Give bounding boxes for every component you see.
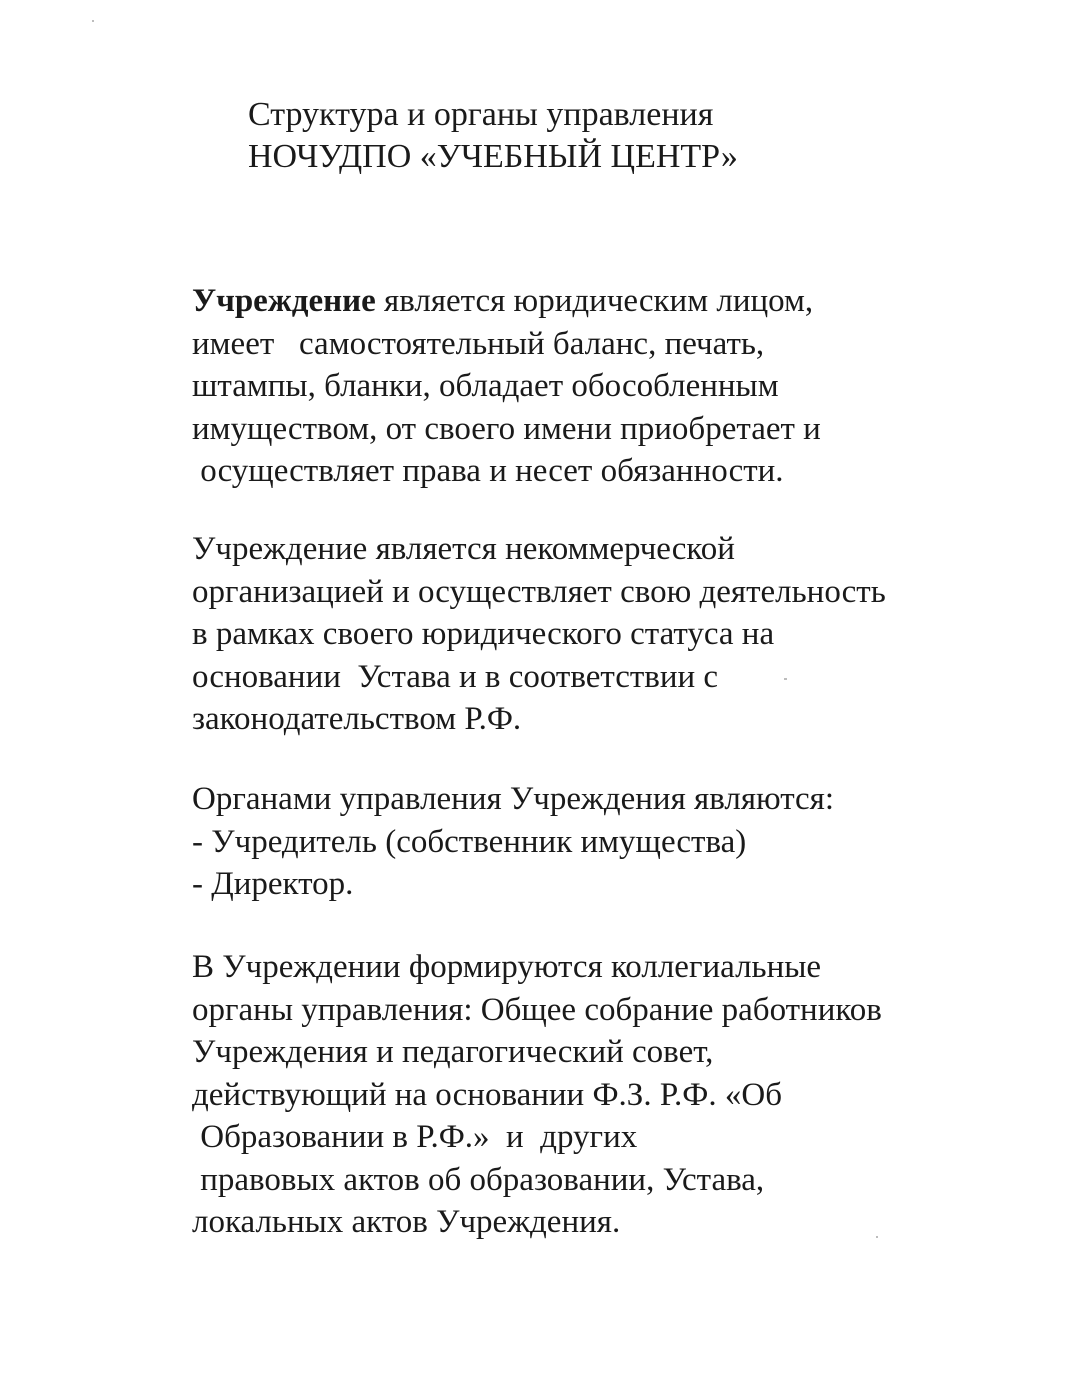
paragraph-1-line-5: осуществляет права и несет обязанности. [192, 453, 784, 489]
paragraph-4-line-1: В Учреждении формируются коллегиальные [192, 949, 822, 985]
paragraph-4-line-7: локальных актов Учреждения. [192, 1204, 621, 1240]
paragraph-1-line-1-rest: является юридическим лицом, [375, 283, 814, 319]
paragraph-legal-entity [192, 280, 992, 493]
paragraph-2-line-4: основании Устава и в соответствии с [192, 658, 719, 695]
title-line-2: НОЧУДПО «УЧЕБНЫЙ ЦЕНТР» [248, 138, 738, 175]
title-line-1: Структура и органы управления [248, 96, 714, 133]
bold-lead-term: Учреждение [192, 283, 376, 319]
paragraph-2-line-1: Учреждение является некоммерческой [192, 531, 735, 567]
paragraph-1-line-3: штампы, бланки, обладает обособленным [192, 368, 779, 404]
paragraph-4-line-3: Учреждения и педагогический совет, [192, 1034, 714, 1070]
paragraph-1-line-1 [192, 280, 992, 323]
paragraph-governing-bodies [192, 778, 992, 906]
paragraph-3-list-item-director: - Директор. [192, 866, 354, 902]
paragraph-4-line-4: действующий на основании Ф.З. Р.Ф. «Об [192, 1076, 782, 1113]
paragraph-4-line-5: Образовании в Р.Ф.» и других [192, 1119, 638, 1155]
paragraph-non-commercial [192, 528, 992, 741]
document-title [248, 94, 738, 178]
scan-speck [876, 1236, 878, 1238]
paragraph-2-line-2: организацией и осуществляет свою деятельность [192, 573, 886, 610]
paragraph-3-line-1: Органами управления Учреждения являются: [192, 781, 835, 817]
paragraph-1-line-4: имуществом, от своего имени приобретает и [192, 410, 821, 447]
paragraph-3-list-item-founder: - Учредитель (собственник имущества) [192, 823, 747, 860]
paragraph-2-line-5: законодательством Р.Ф. [192, 701, 522, 737]
scan-speck [92, 20, 94, 22]
paragraph-1-line-2: имеет самостоятельный баланс, печать, [192, 325, 765, 362]
paragraph-2-line-3: в рамках своего юридического статуса на [192, 616, 775, 652]
scan-speck [784, 678, 787, 680]
paragraph-4-line-6: правовых актов об образовании, Устава, [192, 1161, 765, 1198]
paragraph-4-line-2: органы управления: Общее собрание работников [192, 991, 882, 1028]
paragraph-collegial-bodies [192, 946, 992, 1244]
